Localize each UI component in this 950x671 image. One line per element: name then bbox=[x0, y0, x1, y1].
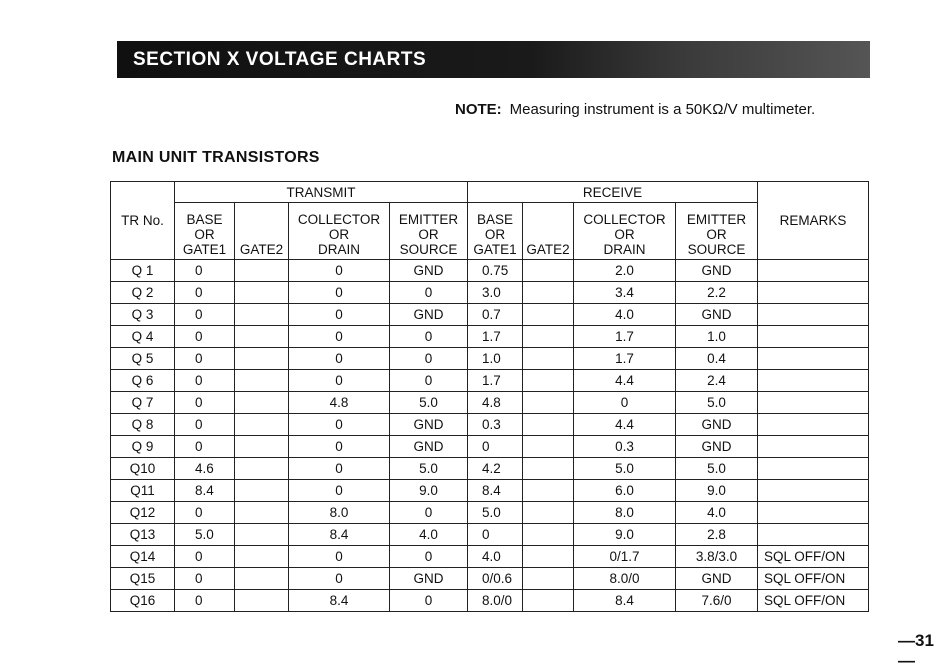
voltage-cell bbox=[523, 568, 574, 590]
voltage-cell bbox=[235, 392, 289, 414]
transistor-id-cell: Q14 bbox=[111, 546, 175, 568]
table-row bbox=[111, 326, 869, 348]
voltage-cell bbox=[235, 414, 289, 436]
voltage-cell bbox=[523, 502, 574, 524]
voltage-cell bbox=[523, 260, 574, 282]
voltage-cell: 4.0 bbox=[468, 546, 523, 568]
voltage-cell: 0 bbox=[289, 304, 390, 326]
transistor-id-cell: Q13 bbox=[111, 524, 175, 546]
voltage-cell: 0 bbox=[468, 524, 523, 546]
table-body bbox=[111, 182, 869, 612]
voltage-cell: GND bbox=[676, 568, 758, 590]
voltage-cell: 1.7 bbox=[574, 348, 676, 370]
table-row bbox=[111, 282, 869, 304]
transistor-id-cell: Q 9 bbox=[111, 436, 175, 458]
transistor-id-cell: Q11 bbox=[111, 480, 175, 502]
remarks-cell bbox=[758, 260, 869, 282]
table-row bbox=[111, 546, 869, 568]
transistor-id-cell: Q10 bbox=[111, 458, 175, 480]
voltage-cell: 0 bbox=[175, 348, 235, 370]
voltage-cell: 4.4 bbox=[574, 370, 676, 392]
table-row bbox=[111, 304, 869, 326]
transistor-id-cell: Q12 bbox=[111, 502, 175, 524]
voltage-cell: 1.0 bbox=[676, 326, 758, 348]
voltage-cell: 0 bbox=[289, 348, 390, 370]
column-header: COLLECTOR OR DRAIN bbox=[289, 203, 390, 260]
voltage-cell: 5.0 bbox=[574, 458, 676, 480]
voltage-cell: 3.4 bbox=[574, 282, 676, 304]
voltage-cell: GND bbox=[390, 414, 468, 436]
remarks-cell bbox=[758, 370, 869, 392]
voltage-cell bbox=[523, 414, 574, 436]
voltage-cell: 0 bbox=[289, 370, 390, 392]
voltage-cell bbox=[523, 480, 574, 502]
page-number: —31— bbox=[898, 631, 934, 670]
voltage-cell: 0 bbox=[175, 326, 235, 348]
remarks-cell bbox=[758, 480, 869, 502]
table-row bbox=[111, 480, 869, 502]
column-header: EMITTER OR SOURCE bbox=[676, 203, 758, 260]
voltage-cell: GND bbox=[676, 260, 758, 282]
voltage-cell: 0 bbox=[175, 370, 235, 392]
note-text: Measuring instrument is a 50KΩ/V multimeter. bbox=[509, 101, 816, 118]
voltage-cell: 0 bbox=[175, 590, 235, 612]
voltage-cell: 0 bbox=[289, 260, 390, 282]
table-row bbox=[111, 370, 869, 392]
transistor-id-cell: Q15 bbox=[111, 568, 175, 590]
transistor-id-cell: Q 4 bbox=[111, 326, 175, 348]
voltage-cell: 0 bbox=[390, 326, 468, 348]
voltage-cell bbox=[523, 348, 574, 370]
remarks-cell: SQL OFF/ON bbox=[758, 568, 869, 590]
voltage-cell: 4.2 bbox=[468, 458, 523, 480]
voltage-cell bbox=[235, 590, 289, 612]
voltage-cell: 0.3 bbox=[468, 414, 523, 436]
remarks-cell bbox=[758, 502, 869, 524]
remarks-cell: SQL OFF/ON bbox=[758, 546, 869, 568]
voltage-cell: 0 bbox=[175, 282, 235, 304]
voltage-cell: 0 bbox=[468, 436, 523, 458]
voltage-cell: 0 bbox=[390, 590, 468, 612]
voltage-cell: 9.0 bbox=[676, 480, 758, 502]
voltage-cell bbox=[523, 458, 574, 480]
remarks-cell bbox=[758, 304, 869, 326]
table-row bbox=[111, 502, 869, 524]
table-row bbox=[111, 568, 869, 590]
remarks-cell bbox=[758, 348, 869, 370]
transistor-id-cell: Q 7 bbox=[111, 392, 175, 414]
voltage-cell: 1.7 bbox=[574, 326, 676, 348]
voltage-cell: 5.0 bbox=[175, 524, 235, 546]
voltage-cell bbox=[523, 304, 574, 326]
voltage-cell: 4.8 bbox=[468, 392, 523, 414]
voltage-cell bbox=[235, 436, 289, 458]
voltage-cell bbox=[235, 568, 289, 590]
voltage-cell: GND bbox=[676, 414, 758, 436]
voltage-cell: 5.0 bbox=[468, 502, 523, 524]
voltage-cell: GND bbox=[390, 436, 468, 458]
voltage-cell: 7.6/0 bbox=[676, 590, 758, 612]
voltage-cell: 0 bbox=[390, 348, 468, 370]
remarks-cell: SQL OFF/ON bbox=[758, 590, 869, 612]
section-banner: SECTION X VOLTAGE CHARTS bbox=[117, 41, 870, 78]
voltage-cell: 0.75 bbox=[468, 260, 523, 282]
table-row bbox=[111, 590, 869, 612]
voltage-cell: 9.0 bbox=[390, 480, 468, 502]
voltage-cell: 8.0/0 bbox=[468, 590, 523, 612]
voltage-cell: 4.0 bbox=[574, 304, 676, 326]
table-row bbox=[111, 392, 869, 414]
remarks-cell bbox=[758, 326, 869, 348]
table-row bbox=[111, 458, 869, 480]
voltage-cell: 1.7 bbox=[468, 326, 523, 348]
voltage-cell: 0 bbox=[390, 370, 468, 392]
voltage-cell bbox=[235, 502, 289, 524]
voltage-cell: 0 bbox=[289, 568, 390, 590]
voltage-cell bbox=[235, 348, 289, 370]
tr-no-header: TR No. bbox=[111, 182, 175, 260]
voltage-cell: 0 bbox=[289, 414, 390, 436]
voltage-cell bbox=[523, 370, 574, 392]
note-label: NOTE: bbox=[455, 101, 502, 118]
voltage-cell: 0 bbox=[289, 282, 390, 304]
voltage-cell bbox=[235, 282, 289, 304]
voltage-cell: 0 bbox=[289, 546, 390, 568]
table-row bbox=[111, 524, 869, 546]
voltage-cell: 8.4 bbox=[468, 480, 523, 502]
transistor-id-cell: Q 6 bbox=[111, 370, 175, 392]
voltage-cell: 8.0 bbox=[574, 502, 676, 524]
voltage-cell: GND bbox=[676, 304, 758, 326]
voltage-cell: 8.4 bbox=[175, 480, 235, 502]
receive-header: RECEIVE bbox=[468, 182, 758, 203]
voltage-cell: 0 bbox=[175, 436, 235, 458]
voltage-cell: 4.4 bbox=[574, 414, 676, 436]
voltage-cell: 0 bbox=[175, 568, 235, 590]
voltage-cell: 0 bbox=[289, 326, 390, 348]
voltage-cell: 0 bbox=[390, 546, 468, 568]
table-row bbox=[111, 414, 869, 436]
note-line bbox=[455, 101, 815, 118]
remarks-cell bbox=[758, 282, 869, 304]
voltage-cell: 8.0/0 bbox=[574, 568, 676, 590]
remarks-cell bbox=[758, 392, 869, 414]
voltage-cell bbox=[235, 370, 289, 392]
voltage-cell: 4.6 bbox=[175, 458, 235, 480]
transistor-id-cell: Q16 bbox=[111, 590, 175, 612]
voltage-cell: 0 bbox=[175, 502, 235, 524]
remarks-cell bbox=[758, 458, 869, 480]
voltage-cell bbox=[235, 260, 289, 282]
voltage-cell bbox=[523, 392, 574, 414]
voltage-cell: 0.4 bbox=[676, 348, 758, 370]
voltage-cell: GND bbox=[676, 436, 758, 458]
voltage-cell bbox=[235, 546, 289, 568]
voltage-cell: GND bbox=[390, 568, 468, 590]
voltage-cell: 5.0 bbox=[390, 392, 468, 414]
voltage-cell: GND bbox=[390, 260, 468, 282]
table-row bbox=[111, 260, 869, 282]
table-row bbox=[111, 436, 869, 458]
voltage-cell bbox=[235, 480, 289, 502]
voltage-cell: 9.0 bbox=[574, 524, 676, 546]
column-header: GATE2 bbox=[523, 203, 574, 260]
voltage-cell: 0/1.7 bbox=[574, 546, 676, 568]
voltage-cell: 2.4 bbox=[676, 370, 758, 392]
voltage-cell: 0 bbox=[175, 414, 235, 436]
voltage-cell: 8.0 bbox=[289, 502, 390, 524]
voltage-cell: 0.3 bbox=[574, 436, 676, 458]
voltage-cell: 4.0 bbox=[676, 502, 758, 524]
voltage-cell: 2.0 bbox=[574, 260, 676, 282]
table-group-header-row bbox=[111, 182, 869, 203]
voltage-cell: 3.8/3.0 bbox=[676, 546, 758, 568]
voltage-cell: 4.8 bbox=[289, 392, 390, 414]
transistor-id-cell: Q 8 bbox=[111, 414, 175, 436]
voltage-cell bbox=[523, 590, 574, 612]
voltage-cell: 0 bbox=[289, 436, 390, 458]
voltage-cell: 6.0 bbox=[574, 480, 676, 502]
voltage-cell: 5.0 bbox=[676, 458, 758, 480]
voltage-cell: 0 bbox=[574, 392, 676, 414]
column-header: BASE OR GATE1 bbox=[175, 203, 235, 260]
voltage-cell: 2.2 bbox=[676, 282, 758, 304]
voltage-cell: 0 bbox=[175, 392, 235, 414]
voltage-cell bbox=[235, 524, 289, 546]
transistor-id-cell: Q 2 bbox=[111, 282, 175, 304]
voltage-cell: 5.0 bbox=[390, 458, 468, 480]
voltage-table bbox=[110, 181, 869, 612]
voltage-cell bbox=[523, 524, 574, 546]
voltage-cell bbox=[235, 458, 289, 480]
column-header: BASE OR GATE1 bbox=[468, 203, 523, 260]
voltage-cell bbox=[523, 326, 574, 348]
voltage-cell: 2.8 bbox=[676, 524, 758, 546]
voltage-cell: 0 bbox=[175, 304, 235, 326]
voltage-cell: 0 bbox=[289, 458, 390, 480]
remarks-header: REMARKS bbox=[758, 182, 869, 260]
remarks-cell bbox=[758, 414, 869, 436]
column-header: COLLECTOR OR DRAIN bbox=[574, 203, 676, 260]
table-subtitle: MAIN UNIT TRANSISTORS bbox=[112, 149, 320, 166]
voltage-cell: GND bbox=[390, 304, 468, 326]
voltage-cell: 3.0 bbox=[468, 282, 523, 304]
voltage-cell: 0 bbox=[289, 480, 390, 502]
voltage-cell bbox=[523, 546, 574, 568]
voltage-cell bbox=[235, 304, 289, 326]
transmit-header: TRANSMIT bbox=[175, 182, 468, 203]
table-row bbox=[111, 348, 869, 370]
voltage-cell: 0 bbox=[390, 502, 468, 524]
voltage-cell bbox=[523, 436, 574, 458]
voltage-cell: 0 bbox=[390, 282, 468, 304]
voltage-cell: 0.7 bbox=[468, 304, 523, 326]
voltage-cell: 0 bbox=[175, 260, 235, 282]
table-column-header-row bbox=[111, 203, 869, 260]
voltage-cell: 0/0.6 bbox=[468, 568, 523, 590]
voltage-cell: 8.4 bbox=[574, 590, 676, 612]
transistor-id-cell: Q 3 bbox=[111, 304, 175, 326]
voltage-cell bbox=[235, 326, 289, 348]
column-header: EMITTER OR SOURCE bbox=[390, 203, 468, 260]
voltage-cell: 5.0 bbox=[676, 392, 758, 414]
remarks-cell bbox=[758, 524, 869, 546]
voltage-cell: 0 bbox=[175, 546, 235, 568]
transistor-id-cell: Q 5 bbox=[111, 348, 175, 370]
voltage-cell: 1.7 bbox=[468, 370, 523, 392]
voltage-cell: 8.4 bbox=[289, 590, 390, 612]
remarks-cell bbox=[758, 436, 869, 458]
column-header: GATE2 bbox=[235, 203, 289, 260]
voltage-cell: 1.0 bbox=[468, 348, 523, 370]
transistor-id-cell: Q 1 bbox=[111, 260, 175, 282]
voltage-cell: 4.0 bbox=[390, 524, 468, 546]
voltage-cell bbox=[523, 282, 574, 304]
voltage-cell: 8.4 bbox=[289, 524, 390, 546]
